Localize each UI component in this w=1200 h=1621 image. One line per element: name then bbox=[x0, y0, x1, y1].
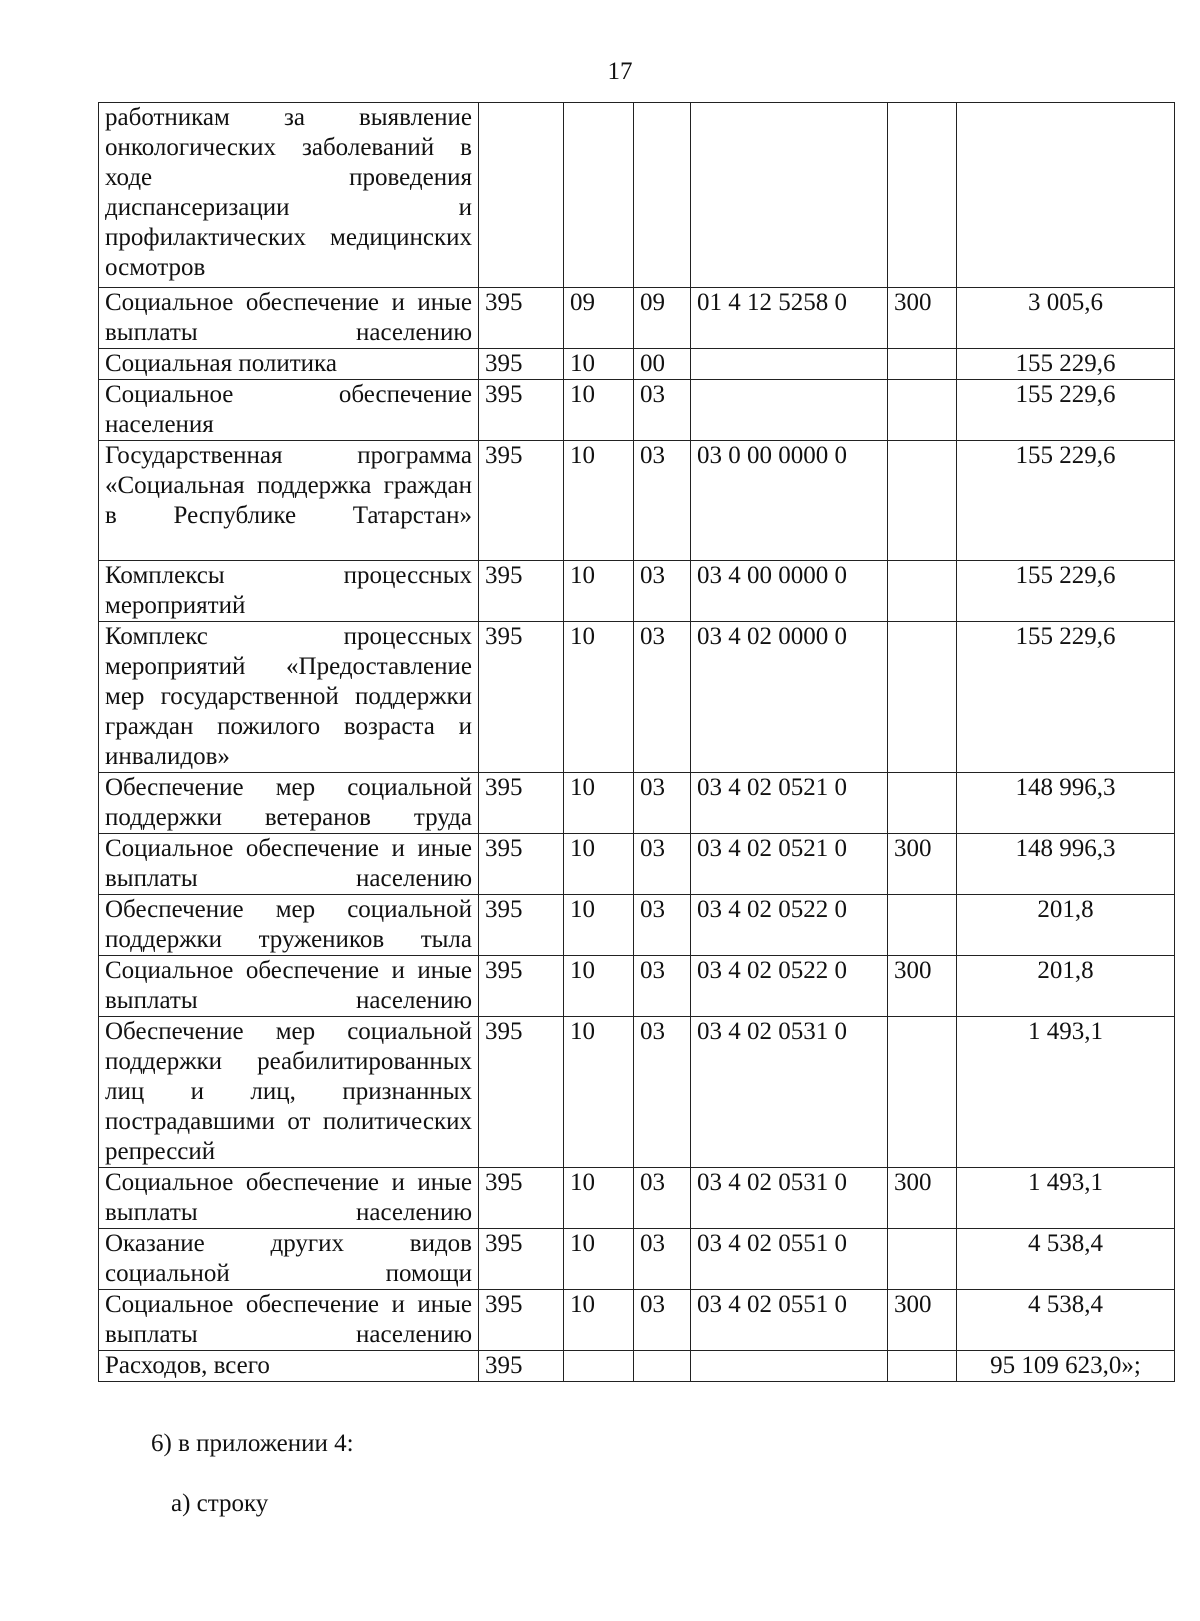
table-row bbox=[99, 956, 1175, 1017]
row-subsection-cell bbox=[634, 1351, 691, 1382]
page-number: 17 bbox=[607, 58, 633, 85]
row-ministry-code-cell: 395 bbox=[479, 441, 564, 561]
row-ministry-code-cell: 395 bbox=[479, 1229, 564, 1290]
row-target-article-cell: 03 4 02 0521 0 bbox=[691, 834, 888, 895]
row-ministry-code-cell: 395 bbox=[479, 956, 564, 1017]
table-row bbox=[99, 1229, 1175, 1290]
row-name-cell: Государственная программа «Социальная поддержка граждан в Республике Татарстан» bbox=[99, 441, 479, 561]
row-target-article-cell bbox=[691, 1351, 888, 1382]
row-subsection-cell: 03 bbox=[634, 895, 691, 956]
row-subsection-cell: 03 bbox=[634, 1290, 691, 1351]
row-amount-cell: 155 229,6 bbox=[957, 622, 1175, 773]
row-amount-cell: 4 538,4 bbox=[957, 1290, 1175, 1351]
row-expense-type-cell bbox=[888, 349, 957, 380]
budget-table bbox=[98, 102, 1175, 1382]
table-row bbox=[99, 380, 1175, 441]
row-amount-cell: 148 996,3 bbox=[957, 773, 1175, 834]
row-ministry-code-cell: 395 bbox=[479, 622, 564, 773]
row-section-cell: 10 bbox=[564, 956, 634, 1017]
row-target-article-cell: 03 4 02 0551 0 bbox=[691, 1229, 888, 1290]
row-expense-type-cell bbox=[888, 380, 957, 441]
row-section-cell: 10 bbox=[564, 773, 634, 834]
row-expense-type-cell: 300 bbox=[888, 956, 957, 1017]
table-row bbox=[99, 288, 1175, 349]
row-name-cell: Социальное обеспечение и иные выплаты населению bbox=[99, 288, 479, 349]
row-target-article-cell: 03 4 02 0521 0 bbox=[691, 773, 888, 834]
row-name-cell: Социальное обеспечение и иные выплаты населению bbox=[99, 1168, 479, 1229]
row-target-article-cell bbox=[691, 349, 888, 380]
row-target-article-cell: 03 4 02 0522 0 bbox=[691, 895, 888, 956]
row-ministry-code-cell: 395 bbox=[479, 895, 564, 956]
row-section-cell: 10 bbox=[564, 895, 634, 956]
table-row bbox=[99, 1351, 1175, 1382]
row-section-cell: 10 bbox=[564, 441, 634, 561]
row-section-cell: 10 bbox=[564, 834, 634, 895]
row-amount-cell: 155 229,6 bbox=[957, 441, 1175, 561]
row-subsection-cell bbox=[634, 103, 691, 288]
row-subsection-cell: 03 bbox=[634, 441, 691, 561]
row-target-article-cell: 03 4 02 0522 0 bbox=[691, 956, 888, 1017]
row-target-article-cell: 03 4 02 0531 0 bbox=[691, 1168, 888, 1229]
row-expense-type-cell bbox=[888, 1229, 957, 1290]
row-expense-type-cell: 300 bbox=[888, 834, 957, 895]
row-ministry-code-cell bbox=[479, 103, 564, 288]
row-expense-type-cell bbox=[888, 1351, 957, 1382]
row-section-cell: 10 bbox=[564, 561, 634, 622]
row-section-cell: 10 bbox=[564, 622, 634, 773]
row-amount-cell: 201,8 bbox=[957, 895, 1175, 956]
row-target-article-cell: 03 4 02 0000 0 bbox=[691, 622, 888, 773]
row-expense-type-cell: 300 bbox=[888, 288, 957, 349]
row-name-cell: Социальное обеспечение и иные выплаты населению bbox=[99, 956, 479, 1017]
row-name-cell: Обеспечение мер социальной поддержки тружеников тыла bbox=[99, 895, 479, 956]
row-name-cell: Социальное обеспечение населения bbox=[99, 380, 479, 441]
row-target-article-cell: 03 0 00 0000 0 bbox=[691, 441, 888, 561]
row-subsection-cell: 00 bbox=[634, 349, 691, 380]
table-row bbox=[99, 561, 1175, 622]
row-section-cell: 09 bbox=[564, 288, 634, 349]
table-row bbox=[99, 1290, 1175, 1351]
row-subsection-cell: 03 bbox=[634, 834, 691, 895]
row-expense-type-cell bbox=[888, 103, 957, 288]
row-name-cell: Комплекс процессных мероприятий «Предоставление мер государственной поддержки граждан пожилого возраста и инвалидов» bbox=[99, 622, 479, 773]
row-ministry-code-cell: 395 bbox=[479, 1290, 564, 1351]
row-name-cell: Социальное обеспечение и иные выплаты населению bbox=[99, 834, 479, 895]
row-section-cell: 10 bbox=[564, 349, 634, 380]
row-expense-type-cell bbox=[888, 1017, 957, 1168]
table-row bbox=[99, 834, 1175, 895]
table-row bbox=[99, 1017, 1175, 1168]
row-section-cell bbox=[564, 1351, 634, 1382]
row-ministry-code-cell: 395 bbox=[479, 834, 564, 895]
row-amount-cell: 95 109 623,0»; bbox=[957, 1351, 1175, 1382]
row-ministry-code-cell: 395 bbox=[479, 1168, 564, 1229]
row-ministry-code-cell: 395 bbox=[479, 1017, 564, 1168]
table-row bbox=[99, 349, 1175, 380]
row-subsection-cell: 09 bbox=[634, 288, 691, 349]
row-subsection-cell: 03 bbox=[634, 956, 691, 1017]
row-expense-type-cell bbox=[888, 561, 957, 622]
table-row bbox=[99, 773, 1175, 834]
row-ministry-code-cell: 395 bbox=[479, 288, 564, 349]
row-amount-cell: 1 493,1 bbox=[957, 1168, 1175, 1229]
row-target-article-cell: 03 4 02 0531 0 bbox=[691, 1017, 888, 1168]
row-name-cell: Обеспечение мер социальной поддержки ветеранов труда bbox=[99, 773, 479, 834]
row-expense-type-cell bbox=[888, 441, 957, 561]
row-amount-cell: 1 493,1 bbox=[957, 1017, 1175, 1168]
row-section-cell: 10 bbox=[564, 1017, 634, 1168]
row-amount-cell: 155 229,6 bbox=[957, 349, 1175, 380]
row-ministry-code-cell: 395 bbox=[479, 561, 564, 622]
row-expense-type-cell bbox=[888, 622, 957, 773]
table-row bbox=[99, 441, 1175, 561]
row-name-cell: работникам за выявление онкологических заболеваний в ходе проведения диспансеризации и профилактических медицинских осмотров bbox=[99, 103, 479, 288]
item-6-text: 6) в приложении 4: bbox=[151, 1430, 354, 1457]
row-name-cell: Социальное обеспечение и иные выплаты населению bbox=[99, 1290, 479, 1351]
row-section-cell: 10 bbox=[564, 1229, 634, 1290]
item-a-text: а) строку bbox=[171, 1490, 269, 1517]
row-target-article-cell: 03 4 00 0000 0 bbox=[691, 561, 888, 622]
row-subsection-cell: 03 bbox=[634, 380, 691, 441]
row-section-cell: 10 bbox=[564, 380, 634, 441]
row-target-article-cell: 03 4 02 0551 0 bbox=[691, 1290, 888, 1351]
row-name-cell: Комплексы процессных мероприятий bbox=[99, 561, 479, 622]
row-amount-cell: 155 229,6 bbox=[957, 380, 1175, 441]
row-subsection-cell: 03 bbox=[634, 773, 691, 834]
row-section-cell: 10 bbox=[564, 1290, 634, 1351]
row-ministry-code-cell: 395 bbox=[479, 349, 564, 380]
row-section-cell bbox=[564, 103, 634, 288]
row-subsection-cell: 03 bbox=[634, 1229, 691, 1290]
row-expense-type-cell bbox=[888, 773, 957, 834]
row-subsection-cell: 03 bbox=[634, 561, 691, 622]
row-amount-cell: 4 538,4 bbox=[957, 1229, 1175, 1290]
row-name-cell: Социальная политика bbox=[99, 349, 479, 380]
row-expense-type-cell: 300 bbox=[888, 1168, 957, 1229]
row-amount-cell: 148 996,3 bbox=[957, 834, 1175, 895]
table-row bbox=[99, 1168, 1175, 1229]
row-target-article-cell bbox=[691, 380, 888, 441]
row-amount-cell bbox=[957, 103, 1175, 288]
row-target-article-cell bbox=[691, 103, 888, 288]
table-row bbox=[99, 895, 1175, 956]
row-subsection-cell: 03 bbox=[634, 622, 691, 773]
table-row bbox=[99, 103, 1175, 288]
row-expense-type-cell bbox=[888, 895, 957, 956]
row-subsection-cell: 03 bbox=[634, 1017, 691, 1168]
row-subsection-cell: 03 bbox=[634, 1168, 691, 1229]
row-ministry-code-cell: 395 bbox=[479, 773, 564, 834]
row-amount-cell: 155 229,6 bbox=[957, 561, 1175, 622]
row-amount-cell: 201,8 bbox=[957, 956, 1175, 1017]
table-row bbox=[99, 622, 1175, 773]
row-name-cell: Расходов, всего bbox=[99, 1351, 479, 1382]
row-target-article-cell: 01 4 12 5258 0 bbox=[691, 288, 888, 349]
row-name-cell: Обеспечение мер социальной поддержки реабилитированных лиц и лиц, признанных пострадавшими от политических репрессий bbox=[99, 1017, 479, 1168]
row-ministry-code-cell: 395 bbox=[479, 380, 564, 441]
row-name-cell: Оказание других видов социальной помощи bbox=[99, 1229, 479, 1290]
row-amount-cell: 3 005,6 bbox=[957, 288, 1175, 349]
row-ministry-code-cell: 395 bbox=[479, 1351, 564, 1382]
row-expense-type-cell: 300 bbox=[888, 1290, 957, 1351]
row-section-cell: 10 bbox=[564, 1168, 634, 1229]
